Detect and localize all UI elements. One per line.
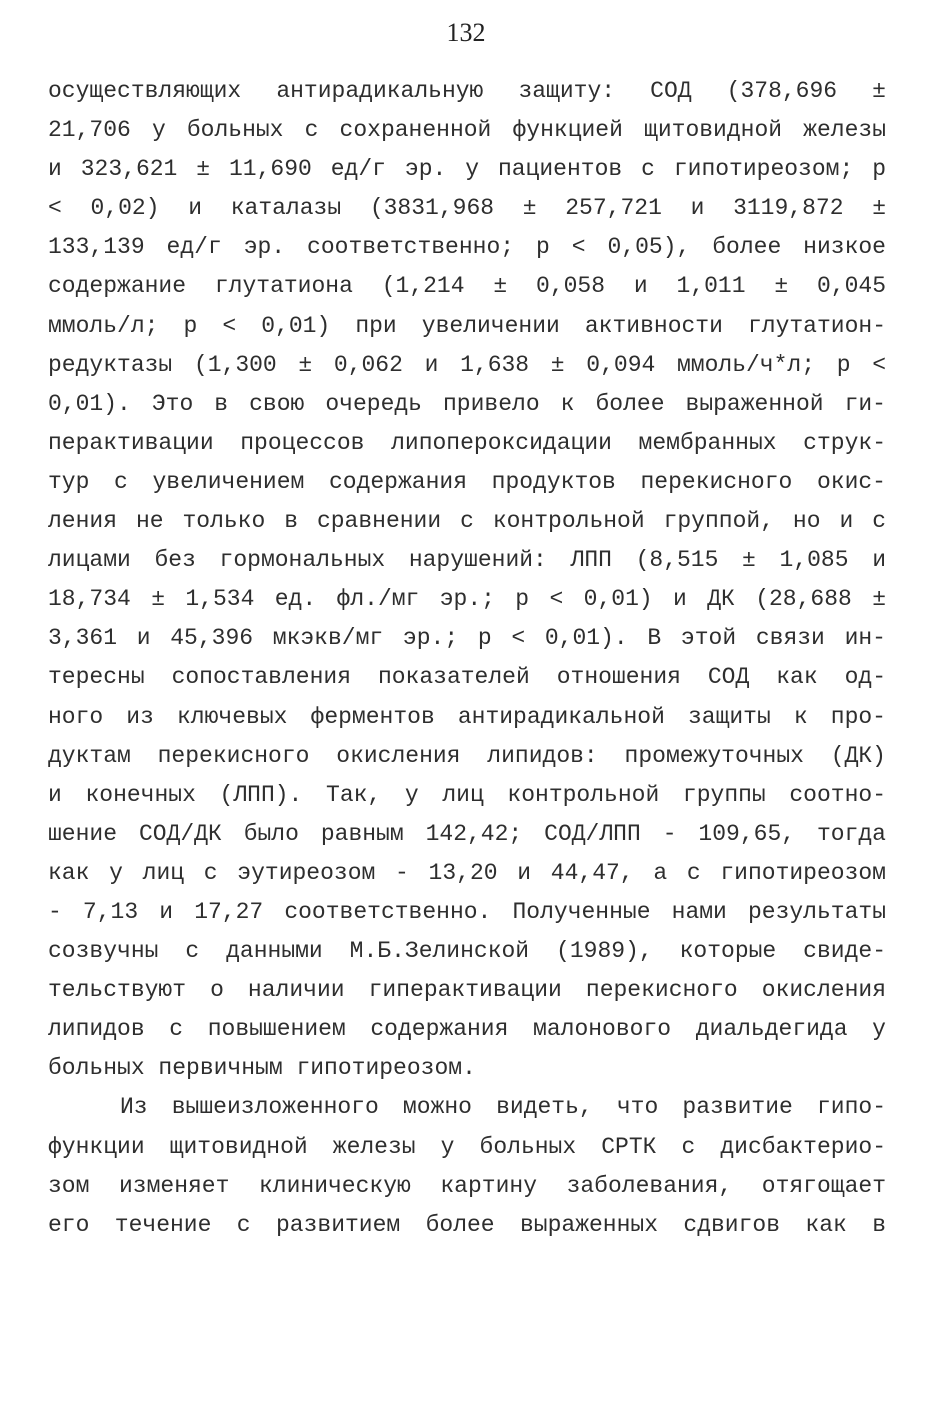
text-line: < 0,02) и каталазы (3831,968 ± 257,721 и 3119,872 ± bbox=[48, 195, 886, 222]
text-line: липидов с повышением содержания малонового диальдегида у bbox=[48, 1016, 886, 1043]
paragraph-2 bbox=[48, 1088, 886, 1244]
text-line: функции щитовидной железы у больных СРТК с дисбактерио- bbox=[48, 1133, 886, 1160]
text-line: больных первичным гипотиреозом. bbox=[48, 1055, 476, 1082]
text-line: зом изменяет клиническую картину заболевания, отягощает bbox=[48, 1172, 886, 1199]
paragraph-1 bbox=[48, 72, 886, 1088]
text-line: 0,01). Это в свою очередь привело к более выраженной ги- bbox=[48, 390, 886, 417]
text-line: дуктам перекисного окисления липидов: промежуточных (ДК) bbox=[48, 742, 886, 769]
text-line: и 323,621 ± 11,690 ед/г эр. у пациентов с гипотиреозом; р bbox=[48, 156, 886, 183]
text-line: 3,361 и 45,396 мкэкв/мг эр.; р < 0,01). В этой связи ин- bbox=[48, 625, 886, 652]
text-line: редуктазы (1,300 ± 0,062 и 1,638 ± 0,094 ммоль/ч*л; р < bbox=[48, 351, 886, 378]
text-line: 133,139 ед/г эр. соответственно; р < 0,05), более низкое bbox=[48, 234, 886, 261]
text-line: его течение с развитием более выраженных сдвигов как в bbox=[48, 1211, 886, 1238]
text-line: тельствуют о наличии гиперактивации перекисного окисления bbox=[48, 977, 886, 1004]
text-line: - 7,13 и 17,27 соответственно. Полученные нами результаты bbox=[48, 898, 886, 925]
text-line: ммоль/л; р < 0,01) при увеличении активности глутатион- bbox=[48, 312, 886, 339]
text-line: и конечных (ЛПП). Так, у лиц контрольной группы соотно- bbox=[48, 781, 886, 808]
text-line: 18,734 ± 1,534 ед. фл./мг эр.; р < 0,01) и ДК (28,688 ± bbox=[48, 586, 886, 613]
text-line: тур с увеличением содержания продуктов перекисного окис- bbox=[48, 468, 886, 495]
text-line: как у лиц с эутиреозом - 13,20 и 44,47, а с гипотиреозом bbox=[48, 859, 886, 886]
text-line: ления не только в сравнении с контрольной группой, но и с bbox=[48, 508, 886, 535]
page-number: 132 bbox=[446, 18, 486, 47]
body-text bbox=[48, 72, 886, 1245]
text-line: перактивации процессов липопероксидации мембранных струк- bbox=[48, 429, 886, 456]
text-line: созвучны с данными М.Б.Зелинской (1989), которые свиде- bbox=[48, 938, 886, 965]
text-line: шение СОД/ДК было равным 142,42; СОД/ЛПП - 109,65, тогда bbox=[48, 820, 886, 847]
text-line: тересны сопоставления показателей отношения СОД как од- bbox=[48, 664, 886, 691]
text-line: Из вышеизложенного можно видеть, что развитие гипо- bbox=[120, 1094, 886, 1121]
text-line: лицами без гормональных нарушений: ЛПП (8,515 ± 1,085 и bbox=[48, 547, 886, 574]
text-line: содержание глутатиона (1,214 ± 0,058 и 1,011 ± 0,045 bbox=[48, 273, 886, 300]
text-line: осуществляющих антирадикальную защиту: СОД (378,696 ± bbox=[48, 78, 886, 104]
text-line: 21,706 у больных с сохраненной функцией щитовидной железы bbox=[48, 117, 886, 144]
text-line: ного из ключевых ферментов антирадикальной защиты к про- bbox=[48, 703, 886, 730]
